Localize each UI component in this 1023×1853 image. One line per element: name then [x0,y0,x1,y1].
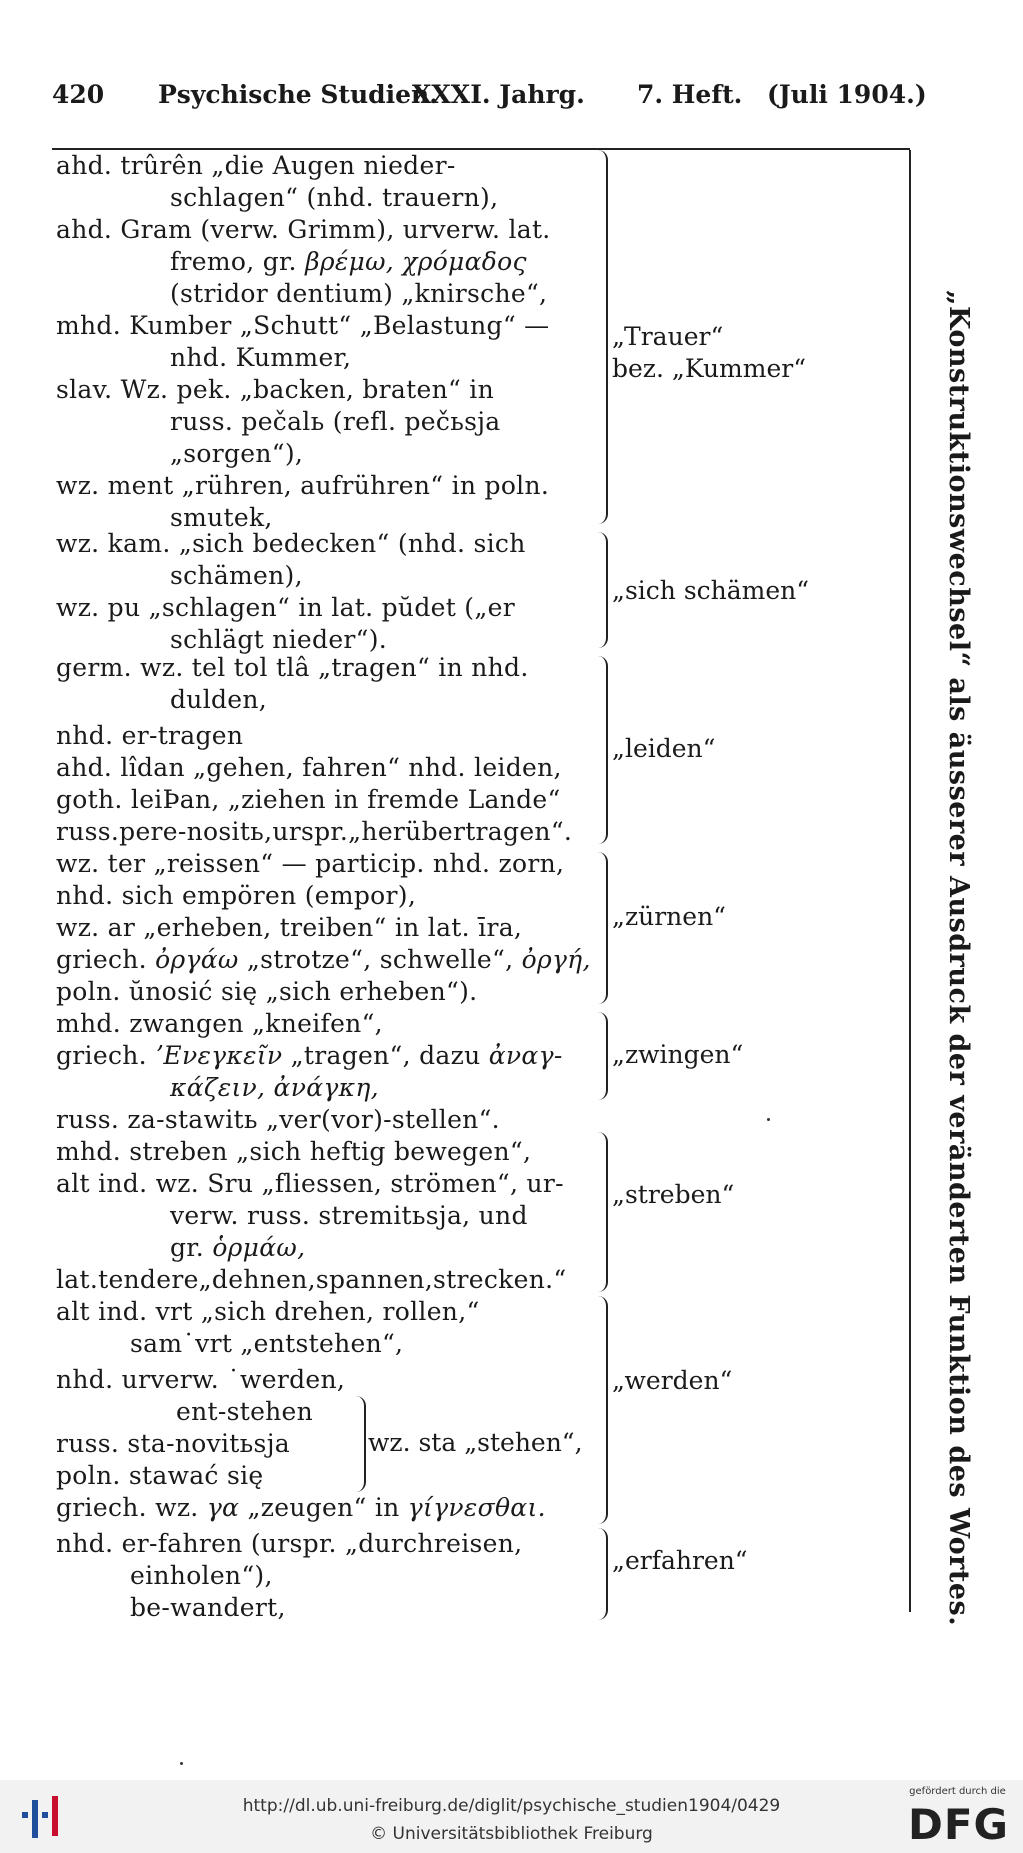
journal-title: Psychische Studien. [158,80,438,109]
text-line: nhd. Kummer, [170,343,352,372]
text-line: nhd. urverw. ˙werden, [56,1365,346,1394]
text-line: wz. ar „erheben, treiben“ in lat. īra, [56,913,523,942]
text-line: fremo, gr. βρέμω, χρόμαδος [170,247,527,276]
footer-bar [0,1780,1023,1853]
text-line: nhd. er-tragen [56,721,244,750]
text-line: dulden, [170,685,268,714]
brace-erfahren [596,1528,608,1620]
text-line: poln. stawać się [56,1461,264,1490]
text-line: russ. sta-novitьsja [56,1429,290,1458]
sidebar-title: „Konstruktionswechsel“ als äusserer Ausdruck der veränderten Funktion des Wortes. [943,290,974,1627]
text-line: ent-stehen [176,1397,314,1426]
dfg-logo [900,1786,1015,1848]
text-line: slav. Wz. pek. „backen, braten“ in [56,375,495,404]
text-line: „sorgen“), [170,439,304,468]
print-speck [767,1118,770,1121]
date: (Juli 1904.) [767,80,927,109]
text-line: russ. pečalь (refl. pečьsja [170,407,501,436]
text-line: mhd. zwangen „kneifen“, [56,1009,383,1038]
term-werden: „werden“ [612,1366,733,1395]
text-line: schämen), [170,561,303,590]
brace-werden [596,1296,608,1524]
copyright: © Universitätsbibliothek Freiburg [370,1824,653,1844]
brace-zuernen [596,852,608,1004]
issue: 7. Heft. [637,80,743,109]
text-line: alt ind. vrt „sich drehen, rollen,“ [56,1297,480,1326]
text-line: ahd. trûrên „die Augen nieder- [56,151,456,180]
text-line: wz. pu „schlagen“ in lat. pŭdet („er [56,593,515,622]
print-speck [180,1762,183,1765]
term-zwingen: „zwingen“ [612,1040,744,1069]
text-line: verw. russ. stremitьsja, und [170,1201,528,1230]
text-line: alt ind. wz. Sru „fliessen, strömen“, ur- [56,1169,564,1198]
text-line: russ.pere-nositь,urspr.„herübertragen“. [56,817,573,846]
brace-trauer [596,150,608,524]
text-line: wz. ment „rühren, aufrühren“ in poln. [56,471,550,500]
term-kummer: bez. „Kummer“ [612,354,806,383]
text-line: germ. wz. tel tol tlâ „tragen“ in nhd. [56,653,529,682]
page-number: 420 [52,80,105,109]
text-line: lat.tendere„dehnen,spannen,strecken.“ [56,1265,567,1294]
text-line: griech. wz. γα „zeugen“ in γίγνεσθαι. [56,1493,546,1522]
term-leiden: „leiden“ [612,734,716,763]
brace-schaemen [596,532,608,648]
text-line: schlagen“ (nhd. trauern), [170,183,499,212]
text-line: mhd. streben „sich heftig bewegen“, [56,1137,532,1166]
text-line: ahd. lîdan „gehen, fahren“ nhd. leiden, [56,753,562,782]
text-line: wz. kam. „sich bedecken“ (nhd. sich [56,529,526,558]
text-line: nhd. er-fahren (urspr. „durchreisen, [56,1529,523,1558]
text-line: gr. ὁρμάω, [170,1233,306,1262]
text-line: schlägt nieder“). [170,625,388,654]
text-line: (stridor dentium) „knirsche“, [170,279,548,308]
brace-leiden [596,656,608,844]
text-line: mhd. Kumber „Schutt“ „Belastung“ — [56,311,550,340]
text-line: griech. ʼΕνεγκεῖν „tragen“, dazu ἀναγ- [56,1041,563,1070]
volume: XXXI. Jahrg. [412,80,585,109]
term-zuernen: „zürnen“ [612,902,726,931]
text-line: poln. ŭnosić się „sich erheben“). [56,977,478,1006]
text-line: goth. leiÞan, „ziehen in fremde Lande“ [56,785,561,814]
text-line: griech. ὀργάω „strotze“, schwelle“, ὀργή, [56,945,591,974]
text-line: russ. za-stawitь „ver(vor)-stellen“. [56,1105,500,1134]
term-schaemen: „sich schämen“ [612,576,810,605]
text-line: einholen“), [130,1561,273,1590]
dfg-mark: DFG [908,1800,1010,1849]
dfg-caption: gefördert durch die [909,1786,1006,1797]
text-line: nhd. sich empören (empor), [56,881,417,910]
text-line: wz. ter „reissen“ — particip. nhd. zorn, [56,849,565,878]
brace-zwingen [596,1012,608,1100]
term-trauer: „Trauer“ [612,322,724,351]
term-streben: „streben“ [612,1180,735,1209]
source-url[interactable]: http://dl.ub.uni-freiburg.de/diglit/psychische_studien1904/0429 [242,1796,781,1816]
term-erfahren: „erfahren“ [612,1546,748,1575]
brace-streben [596,1132,608,1292]
inner-brace [354,1396,366,1492]
text-line: sam˙vrt „entstehen“, [130,1329,404,1358]
text-line: be-wandert, [130,1593,286,1622]
text-line: κάζειν, ἀνάγκη, [170,1073,379,1102]
text-line: ahd. Gram (verw. Grimm), urverw. lat. [56,215,551,244]
text-line: smutek, [170,503,273,532]
inner-gloss: wz. sta „stehen“, [368,1428,583,1457]
